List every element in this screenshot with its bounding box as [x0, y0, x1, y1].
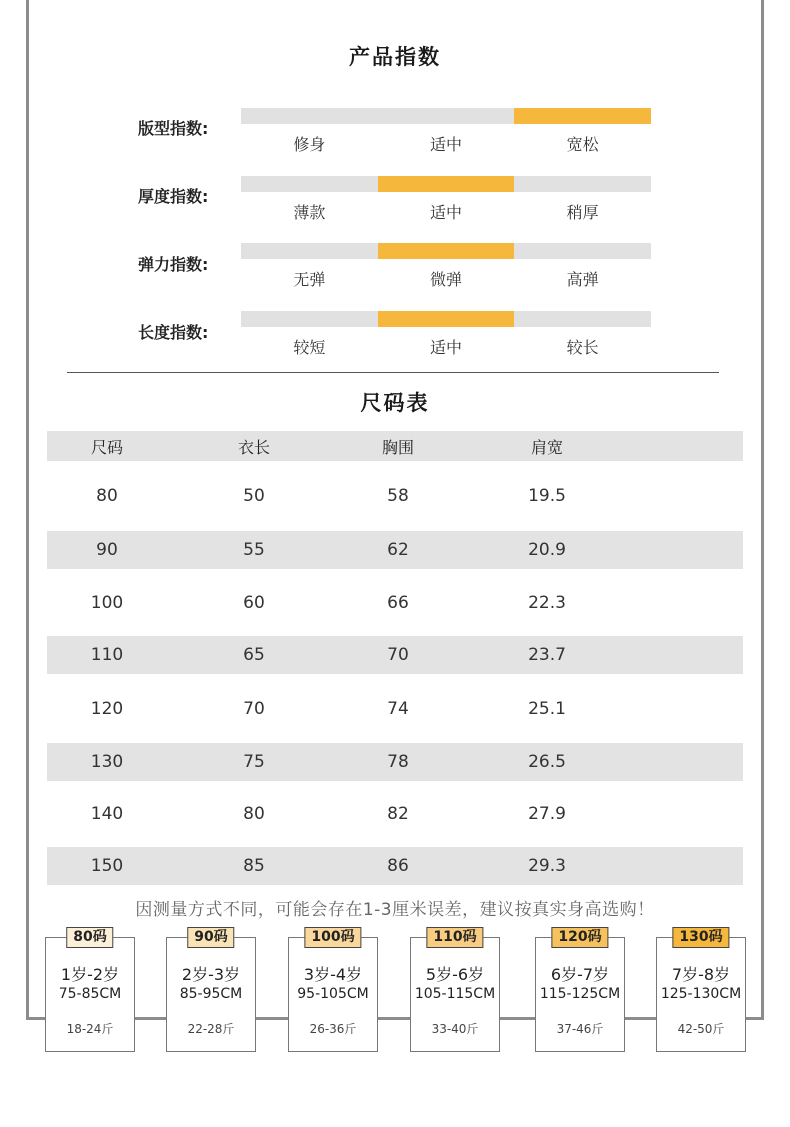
table-cell: 29.3 — [528, 856, 566, 876]
table-cell: 86 — [387, 856, 409, 876]
bar-segment — [514, 243, 651, 259]
index-label: 长度指数: — [138, 323, 209, 342]
index-options — [241, 335, 651, 358]
height-range: 115-125CM — [539, 986, 621, 1002]
size-card — [410, 929, 500, 1052]
size-tag: 130码 — [672, 927, 729, 948]
weight-range: 22-28斤 — [187, 1022, 235, 1036]
size-tag: 90码 — [187, 927, 234, 948]
weight-range: 42-50斤 — [677, 1022, 725, 1036]
weight-range: 18-24斤 — [66, 1022, 114, 1036]
size-table — [47, 431, 743, 885]
index-bar — [241, 108, 651, 124]
table-cell: 26.5 — [528, 752, 566, 772]
table-cell: 80 — [243, 804, 265, 824]
index-bar — [241, 243, 651, 259]
index-option: 适中 — [430, 203, 463, 222]
bar-segment — [378, 108, 515, 124]
size-card — [535, 929, 625, 1052]
table-cell: 120 — [90, 698, 124, 719]
table-cell: 66 — [387, 592, 409, 613]
table-cell: 27.9 — [528, 804, 566, 824]
table-cell: 55 — [243, 540, 265, 560]
index-bar — [241, 176, 651, 192]
bar-segment — [241, 176, 378, 192]
table-cell: 65 — [243, 645, 265, 665]
index-options — [241, 132, 651, 155]
header-cell: 肩宽 — [530, 437, 563, 457]
bar-segment — [378, 311, 515, 327]
table-cell: 82 — [387, 804, 409, 824]
bar-segment — [241, 108, 378, 124]
size-card — [45, 929, 135, 1052]
index-option: 较短 — [293, 338, 326, 357]
height-range: 105-115CM — [414, 986, 496, 1002]
age-range: 6岁-7岁 — [550, 965, 610, 984]
header-cell: 尺码 — [90, 437, 123, 457]
size-tag: 100码 — [304, 927, 361, 948]
table-cell: 62 — [387, 540, 409, 560]
index-bar — [241, 311, 651, 327]
table-row — [47, 636, 743, 674]
age-range: 2岁-3岁 — [181, 965, 241, 984]
header-cell: 胸围 — [381, 437, 414, 457]
size-card — [166, 929, 256, 1052]
height-range: 125-130CM — [660, 986, 742, 1002]
index-option: 修身 — [293, 135, 326, 154]
index-option: 宽松 — [566, 135, 599, 154]
table-cell: 74 — [387, 698, 409, 719]
height-range: 85-95CM — [179, 986, 243, 1002]
size-table-title: 尺码表 — [360, 391, 430, 415]
age-range: 7岁-8岁 — [671, 965, 731, 984]
size-tag: 120码 — [551, 927, 608, 948]
section-divider — [67, 372, 719, 373]
size-tag: 80码 — [66, 927, 113, 948]
index-label: 厚度指数: — [138, 187, 209, 206]
table-cell: 75 — [243, 752, 265, 772]
table-cell: 60 — [243, 592, 265, 613]
table-cell: 50 — [243, 486, 265, 506]
bar-segment — [514, 108, 651, 124]
index-option: 稍厚 — [566, 203, 599, 222]
weight-range: 37-46斤 — [556, 1022, 604, 1036]
bar-segment — [241, 311, 378, 327]
header-cell: 衣长 — [237, 437, 270, 457]
size-card — [288, 929, 378, 1052]
index-option: 高弹 — [566, 270, 599, 289]
table-cell: 110 — [90, 645, 124, 665]
table-cell: 85 — [243, 856, 265, 876]
bar-segment — [514, 176, 651, 192]
table-cell: 78 — [387, 752, 409, 772]
table-row — [47, 847, 743, 885]
bar-segment — [241, 243, 378, 259]
index-option: 较长 — [566, 338, 599, 357]
index-label: 弹力指数: — [138, 255, 209, 274]
index-option: 无弹 — [293, 270, 326, 289]
table-cell: 19.5 — [528, 486, 566, 506]
index-option: 微弹 — [430, 270, 463, 289]
table-cell: 80 — [96, 486, 118, 506]
table-row — [47, 461, 743, 531]
table-cell: 25.1 — [528, 698, 566, 719]
age-range: 5岁-6岁 — [425, 965, 485, 984]
age-range: 1岁-2岁 — [60, 965, 120, 984]
table-header-row — [47, 431, 743, 461]
table-row — [47, 743, 743, 781]
table-cell: 130 — [90, 752, 124, 772]
weight-range: 26-36斤 — [309, 1022, 357, 1036]
height-range: 95-105CM — [297, 986, 369, 1002]
height-range: 75-85CM — [58, 986, 122, 1002]
index-option: 适中 — [430, 135, 463, 154]
table-cell: 140 — [90, 804, 124, 824]
table-cell: 23.7 — [528, 645, 566, 665]
table-cell: 22.3 — [528, 592, 566, 613]
index-options — [241, 267, 651, 290]
index-option: 适中 — [430, 338, 463, 357]
index-label: 版型指数: — [138, 119, 209, 138]
weight-range: 33-40斤 — [431, 1022, 479, 1036]
bar-segment — [378, 176, 515, 192]
table-row — [47, 531, 743, 569]
age-range: 3岁-4岁 — [303, 965, 363, 984]
size-card — [656, 929, 746, 1052]
table-row — [47, 569, 743, 636]
table-cell: 150 — [90, 856, 124, 876]
index-options — [241, 200, 651, 223]
measurement-note: 因测量方式不同，可能会存在1-3厘米误差，建议按真实身高选购！ — [135, 900, 655, 920]
table-cell: 70 — [243, 698, 265, 719]
bar-segment — [514, 311, 651, 327]
table-cell: 100 — [90, 592, 124, 613]
table-cell: 20.9 — [528, 540, 566, 560]
table-cell: 70 — [387, 645, 409, 665]
table-cell: 58 — [387, 486, 409, 506]
table-row — [47, 674, 743, 743]
table-row — [47, 781, 743, 847]
table-cell: 90 — [96, 540, 118, 560]
index-option: 薄款 — [293, 203, 326, 222]
indices-title: 产品指数 — [349, 45, 441, 69]
size-tag: 110码 — [426, 927, 483, 948]
bar-segment — [378, 243, 515, 259]
